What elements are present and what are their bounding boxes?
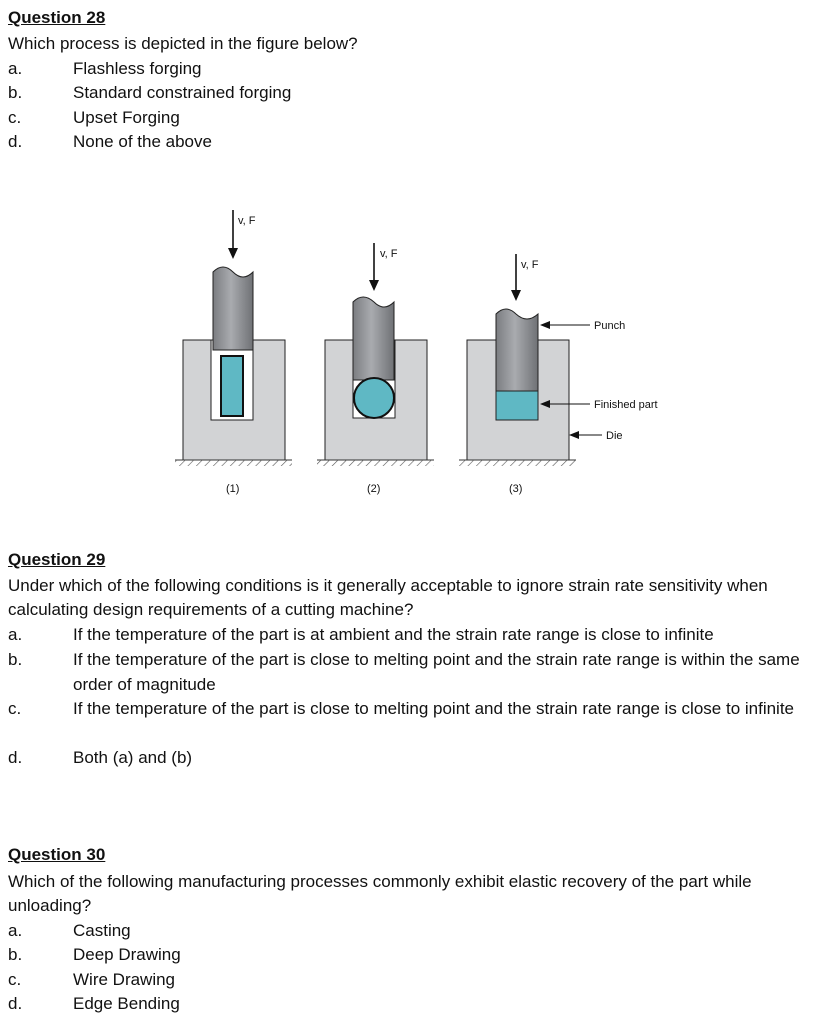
option-text: None of the above [73, 132, 212, 151]
force-label: v, F [238, 215, 256, 227]
workpiece-billet [221, 356, 243, 416]
punch [213, 267, 253, 350]
stage-label: (3) [509, 483, 523, 495]
question-title: Question 28 [8, 8, 106, 27]
question-prompt: Which process is depicted in the figure below? [8, 34, 358, 53]
stage-label: (1) [226, 483, 240, 495]
question-prompt: Which of the following manufacturing processes commonly exhibit elastic recovery of the part while unloading? [8, 872, 752, 915]
arrow-head [511, 290, 521, 301]
option-letter: d. [8, 994, 23, 1013]
option-letter: c. [8, 108, 22, 127]
option-text: Upset Forging [73, 108, 180, 127]
ground-hatch [175, 460, 292, 466]
callout-die [569, 430, 623, 442]
option-letter: a. [8, 625, 23, 644]
option-letter: c. [8, 970, 22, 989]
option-letter: b. [8, 945, 23, 964]
option-text: If the temperature of the part is at ambient and the strain rate range is close to infinite [73, 625, 714, 644]
forging-process-figure [160, 200, 680, 500]
punch [353, 297, 394, 380]
option-text: Edge Bending [73, 994, 180, 1013]
option-text: If the temperature of the part is close to melting point and the strain rate range is close to infinite [73, 699, 795, 718]
ground-hatch [317, 460, 434, 466]
option-text: Casting [73, 921, 131, 940]
option-text: Wire Drawing [73, 970, 176, 989]
punch [496, 309, 538, 391]
workpiece-bulged [354, 378, 394, 418]
callout-label: Finished part [594, 399, 658, 411]
option-letter: d. [8, 748, 23, 767]
arrow-head [228, 248, 238, 259]
option-letter: d. [8, 132, 23, 151]
ground-hatch [459, 460, 576, 466]
force-label: v, F [521, 259, 539, 271]
stage-1 [175, 210, 292, 495]
option-letter: b. [8, 650, 23, 669]
question-title: Question 29 [8, 550, 106, 569]
question-prompt: Under which of the following conditions is it generally acceptable to ignore strain rate sensitivity when calculating design requirements of a cutting machine? [8, 576, 768, 619]
option-letter: a. [8, 921, 23, 940]
callout-punch [540, 320, 625, 332]
arrow-head [369, 280, 379, 291]
callout-label: Die [606, 430, 623, 442]
option-text: Standard constrained forging [73, 83, 292, 102]
option-letter: b. [8, 83, 23, 102]
option-text: Deep Drawing [73, 945, 181, 964]
stage-2 [317, 243, 434, 495]
stage-label: (2) [367, 483, 381, 495]
option-text: Both (a) and (b) [73, 748, 193, 767]
option-text: Flashless forging [73, 59, 202, 78]
question-title: Question 30 [8, 845, 106, 864]
callout-label: Punch [594, 320, 626, 332]
option-text: If the temperature of the part is close to melting point and the strain rate range is within the same order of magnitude [73, 650, 800, 694]
stage-3 [459, 254, 576, 495]
option-letter: a. [8, 59, 23, 78]
force-label: v, F [380, 248, 398, 260]
option-letter: c. [8, 699, 22, 718]
finished-part [496, 391, 538, 420]
